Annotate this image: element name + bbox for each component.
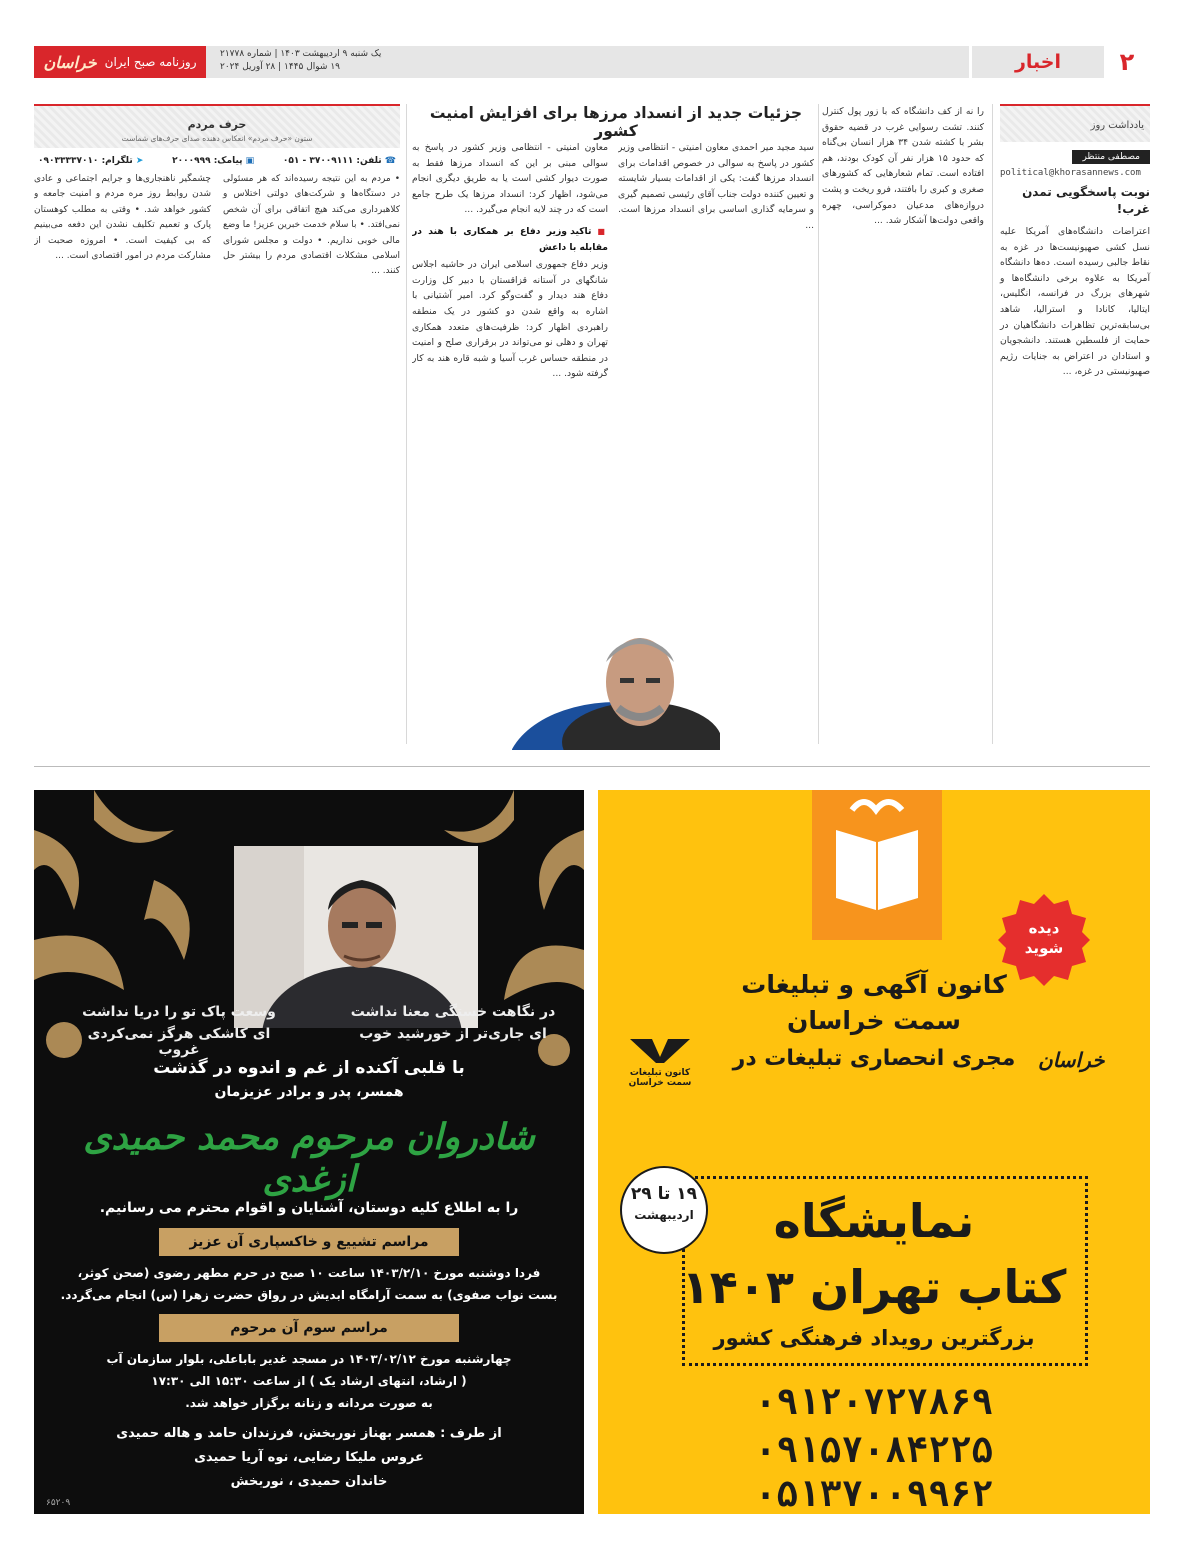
article-column-a: سید مجید میر احمدی معاون امنیتی - انتظامی وزیر کشور در پاسخ به سوالی در خصوص اقدامات برای انسداد مرزها گفت: یکی از اقدامات بسیار شایسته و تعیین کننده دولت جناب آقای رئیسی تصمیم گیری و سرمایه گذاری اساسی برای انسداد مرزها است. ... (618, 142, 814, 231)
funeral-announcement (34, 790, 584, 1514)
official-photo (512, 622, 720, 750)
poem-left (74, 1004, 284, 1058)
editorial-column (1000, 104, 1150, 744)
article-headline: جزئیات جدید از انسداد مرزها برای افزایش امنیت کشور (429, 104, 803, 140)
author-name: مصطفی منتظر (1072, 150, 1150, 164)
deceased-photo (234, 846, 478, 1028)
sms-icon: ▣ (242, 156, 255, 166)
kanoon-logo (620, 1035, 700, 1088)
date-line-1: یک شنبه ۹ اردیبهشت ۱۴۰۳ | شماره ۲۱۷۷۸ (220, 49, 382, 59)
fair-title-2: کتاب تهران ۱۴۰۳ (681, 1260, 1067, 1314)
letters-header (34, 104, 400, 148)
article-text-b2: وزیر دفاع جمهوری اسلامی ایران در حاشیه اجلاس شانگهای در آستانه قزاقستان با دبیر کل وزارت دفاع هند دیدار و گفت‌وگو کرد. امیر آشتیانی با اشاره به واقع شدن دو کشور در یک منطقه راهبردی اظهار کرد: ظرفیت‌های متعدد همکاری تهران و دهلی نو می‌تواند در برقراری صلح و امنیت در منطقه حساس غرب آسیا و شبه قاره هند به کار گرفته شود. ... (412, 259, 608, 380)
letters-column (34, 104, 400, 744)
telegram-contact (38, 156, 143, 166)
ribbon-line-1: دیده (1028, 919, 1060, 937)
phone-3: ۰۵۱۳۷۰۰۹۹۶۲ (754, 1474, 994, 1514)
ceremony-title-1: مراسم تشییع و خاکسپاری آن عزیز (159, 1228, 459, 1256)
editorial-continuation: را نه از کف دانشگاه که با زور پول کنترل کنند. تشت رسوایی غرب در قضیه حقوق بشر با کشته شدن ۳۴ هزار انسان بی‌گناه که حدود ۱۵ هزار نفر آن کودک بودند، هم افتاده است. تمام شعارهایی که کشورهای صغری و کبری را بافتند، فرو ریخت و پشت دروازه‌های مدعیان دموکراسی، چهره واقعی دولت‌ها آشکار شد. ... (822, 106, 984, 227)
ribbon-line-2: شوید (1024, 939, 1064, 957)
phone-text: تلفن: ۳۷۰۰۹۱۱۱ - ۰۵۱ (282, 156, 382, 166)
funeral-line-1: با قلبی آکنده از غم و اندوه در گذشت (153, 1058, 465, 1078)
ad-title-3: مجری انحصاری تبلیغات در (732, 1046, 1016, 1071)
ceremony-1-line-a: فردا دوشنبه مورخ ۱۴۰۳/۲/۱۰ ساعت ۱۰ صبح در حرم مطهر رضوی (صحن کوثر، (77, 1266, 541, 1280)
telegram-icon: ➤ (132, 156, 144, 166)
brand-tagline: روزنامه صبح ایران (104, 55, 197, 69)
kanoon-line-2: سمت خراسان (628, 1078, 692, 1088)
ceremony-1-line-b: بست نواب صفوی) به سمت آرامگاه ابدیش در رواق حضرت زهرا (س) انجام می‌گردد. (60, 1288, 558, 1302)
editorial-title: نوبت پاسخگویی تمدن غرب! (1022, 185, 1150, 216)
ad-title-2: سمت خراسان (787, 1006, 961, 1035)
section-title: اخبار (969, 46, 1104, 78)
editorial-label: یادداشت روز (1000, 104, 1150, 142)
letters-title: حرف مردم (187, 118, 247, 131)
khorasan-ad-logo: خراسان (1038, 1048, 1105, 1072)
funeral-line-3: را به اطلاع کلیه دوستان، آشنایان و اقوام محترم می رسانیم. (99, 1200, 519, 1216)
ceremony-title-2: مراسم سوم آن مرحوم (159, 1314, 459, 1342)
letters-body (34, 172, 400, 732)
author-email: political@khorasannews.com (1000, 168, 1141, 178)
poem-line: در نگاهت خستگی معنا نداشت (350, 1004, 556, 1020)
column-divider (406, 104, 407, 744)
poem-line: ای کاشکی هرگز نمی‌کردی غروب (87, 1026, 271, 1058)
kanoon-logo-icon (630, 1035, 690, 1065)
date-line-2: ۱۹ شوال ۱۴۴۵ | ۲۸ آوریل ۲۰۲۴ (220, 62, 340, 72)
brand-box (34, 46, 206, 78)
phone-contact (283, 156, 396, 166)
phone-1: ۰۹۱۲۰۷۲۷۸۶۹ (754, 1382, 994, 1423)
letters-col-1: • مردم به این نتیجه رسیده‌اند که هر مسئولی در دستگاه‌ها و شرکت‌های دولتی اختلاس و کلاهبرداری می‌کند هیچ اتفاقی برای آن شخص نمی‌افتد. • با سلام خدمت خبرین عزیز! ما وضع مالی خوبی نداریم. • دولت و مجلس شورای اسلامی مشکلات اقتصادی مردم را بیشتر حل کنند. ... (223, 174, 400, 277)
phone-2: ۰۹۱۵۷۰۸۴۲۲۵ (754, 1430, 994, 1471)
poem-line: ای جاری‌تر از خورشید خوب (359, 1026, 547, 1042)
telegram-text: تلگرام: ۰۹۰۳۳۳۳۷۰۱۰ (38, 156, 133, 166)
khorasan-logo: خراسان (43, 52, 97, 72)
badge-month: اردیبهشت (634, 1208, 694, 1222)
page-number: ۲ (1104, 46, 1150, 78)
letters-subtitle: ستون «حرف مردم» انعکاس دهنده صدای حرف‌های شماست (121, 134, 313, 143)
ad-code: ۶۵۲۰۹ (46, 1498, 71, 1508)
from-line-3: خاندان حمیدی ، نوربخش (230, 1474, 388, 1489)
ceremony-2-line-b: ( ارشاد، انتهای ارشاد یک ) از ساعت ۱۵:۳۰ الی ۱۷:۳۰ (151, 1374, 467, 1388)
sms-text: پیامک: ۲۰۰۰۹۹۹ (172, 156, 243, 166)
ribbon-text (998, 918, 1090, 958)
contact-row (38, 156, 396, 166)
ad-title-1: کانون آگهی و تبلیغات (741, 970, 1007, 999)
deceased-name: شادروان مرحوم محمد حمیدی ازغدی (83, 1116, 535, 1200)
article-subhead: ■ تاکید وزیر دفاع بر همکاری با هند در مقابله با داعش (412, 224, 608, 255)
date-bar (206, 46, 969, 78)
fair-tagline: بزرگترین رویداد فرهنگی کشور (713, 1326, 1035, 1350)
poem-line: وسعت پاک تو را دریا نداشت (82, 1004, 276, 1020)
letters-col-2: چشمگیر ناهنجاری‌ها و جرایم اجتماعی و عادی شدن روابط روز مره مردم و امنیت جامعه و کشور خواهد شد. • وقتی به مطلب کوهستان پارک و تعمیم تکلیف نشدن این دفعه می‌بینیم که بی کیفیت است. • امروزه صحبت از مشارکت مردم در امور اقتصادی است. ... (34, 174, 211, 262)
funeral-line-2: همسر، پدر و برادر عزیزمان (214, 1084, 404, 1100)
horizontal-rule (34, 766, 1150, 767)
kanoon-line-1: کانون تبلیغات (629, 1068, 691, 1078)
column-divider (818, 104, 819, 744)
phone-icon: ☎ (381, 156, 396, 166)
fair-title-1: نمایشگاه (773, 1194, 975, 1248)
article-text-b: معاون امنیتی - انتظامی وزیر کشور در پاسخ به سوالی مبنی بر این که انسداد مرزها فقط به صورت دیوار کشی است یا به طریق دیگری انجام می‌شود، اظهار کرد: انسداد مرزها یک طرح جامع است که در چند لایه انجام می‌گیرد. ... (412, 142, 608, 216)
ceremony-2-line-a: چهارشنبه مورخ ۱۴۰۳/۰۲/۱۲ در مسجد غدیر باباعلی، بلوار سازمان آب (106, 1352, 512, 1366)
ceremony-2-line-c: به صورت مردانه و زنانه برگزار خواهد شد. (185, 1396, 433, 1410)
from-line-2: عروس ملیکا رضایی، نوه آریا حمیدی (194, 1450, 424, 1465)
from-line-1: از طرف : همسر بهناز نوربخش، فرزندان حامد و هاله حمیدی (116, 1426, 502, 1441)
poem-right (348, 1004, 558, 1042)
editorial-body: اعتراضات دانشگاه‌های آمریکا علیه نسل کشی صهیونیست‌ها در غزه به نقاط جالبی رسیده است. ده‌ها دانشگاه آمریکا به علاوه برخی دانشگاه‌ها و شهرهای بزرگ در فرانسه، انگلیس، ایتالیا، کانادا و استرالیا، شاهد بی‌سابقه‌ترین تظاهرات دانشگاهیان در حمایت از فلسطین هستند. دانشجویان و استادان در اعتراض به جنایات رژیم صهیونیستی در غزه، ... (1000, 226, 1150, 378)
column-divider (992, 104, 993, 744)
page-header (34, 46, 1150, 78)
book-icon (812, 790, 942, 940)
badge-days: ۱۹ تا ۲۹ (630, 1184, 698, 1204)
sms-contact (172, 156, 254, 166)
book-fair-ad (598, 790, 1150, 1514)
